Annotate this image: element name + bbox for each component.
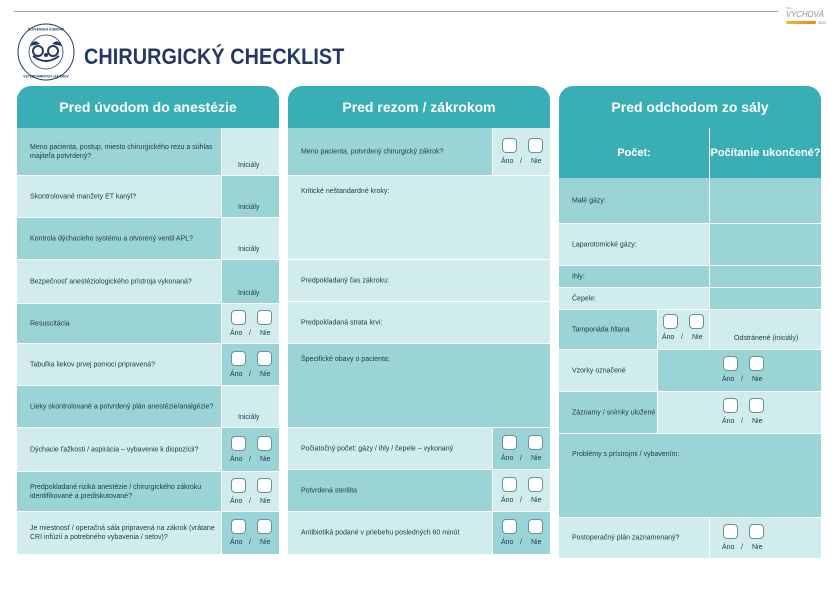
partner-logo [786, 6, 826, 32]
svg-text:SLOVENSKÁ KOMORA: SLOVENSKÁ KOMORA [27, 27, 65, 32]
cell-divider [709, 266, 710, 288]
count-header-right: Počítanie ukončené? [710, 147, 821, 159]
no-label: Nie [531, 539, 542, 546]
yes-label: Áno [230, 330, 243, 337]
page-title: CHIRURGICKÝ CHECKLIST [84, 44, 345, 69]
count-cell[interactable] [710, 288, 821, 310]
cell-divider [221, 128, 222, 176]
row-label: Kontrola dýchacieho systému a otvorený ventil APL? [30, 235, 194, 243]
no-checkbox[interactable] [257, 478, 272, 493]
row-label: Dýchacie ťažkosti / aspirácia – vybavenie k dispozícii? [30, 446, 199, 454]
row-label: Predpokladaná strata krvi: [301, 319, 383, 327]
yes-checkbox[interactable] [723, 524, 738, 539]
cell-divider [221, 512, 222, 554]
row-label: Resuscitácia [30, 320, 70, 328]
answer-cell[interactable] [222, 218, 279, 260]
slash-label: / [681, 334, 683, 341]
no-checkbox[interactable] [528, 435, 543, 450]
note-row[interactable] [288, 176, 550, 260]
cell-divider [657, 310, 658, 350]
checklist-row [288, 128, 550, 176]
no-checkbox[interactable] [689, 314, 704, 329]
checklist-row [17, 344, 279, 386]
slash-label: / [520, 497, 522, 504]
yes-label: Áno [501, 158, 514, 165]
no-label: Nie [752, 418, 763, 425]
column-pre-anesthesia [17, 86, 279, 562]
checklist-row [17, 128, 279, 176]
checklist-row [17, 512, 279, 554]
count-header [559, 128, 821, 178]
cell-divider [221, 304, 222, 344]
cell-divider [221, 472, 222, 512]
cell-divider [221, 218, 222, 260]
yes-checkbox[interactable] [231, 478, 246, 493]
row-label: Skontrolované manžety ET kanýl? [30, 193, 137, 201]
row-label: Bezpečnosť anestéziologického prístroja vykonaná? [30, 278, 192, 286]
checklist-row [559, 350, 821, 392]
no-checkbox[interactable] [257, 310, 272, 325]
slash-label: / [520, 455, 522, 462]
initials-label: Iniciály [238, 290, 260, 297]
note-row[interactable] [288, 302, 550, 344]
checklist-row [17, 218, 279, 260]
checklist-row [559, 310, 821, 350]
yes-checkbox[interactable] [502, 519, 517, 534]
checklist-row [559, 178, 821, 224]
row-label: Meno pacienta, potvrdený chirurgický zákrok? [301, 148, 444, 156]
note-row[interactable] [288, 344, 550, 428]
slash-label: / [249, 330, 251, 337]
no-label: Nie [260, 371, 271, 378]
cell-divider [657, 392, 658, 434]
yes-label: Áno [662, 334, 675, 341]
cell-divider [221, 386, 222, 428]
yes-checkbox[interactable] [502, 477, 517, 492]
no-label: Nie [260, 498, 271, 505]
initials-label: Iniciály [238, 246, 260, 253]
row-label: Malé gázy: [572, 197, 606, 205]
yes-label: Áno [722, 418, 735, 425]
checklist-row [559, 288, 821, 310]
checklist-row [288, 470, 550, 512]
partner-main-text: VÝCHOVÁ [786, 10, 824, 19]
note-row[interactable] [288, 260, 550, 302]
count-cell[interactable] [710, 224, 821, 266]
yes-checkbox[interactable] [231, 436, 246, 451]
no-checkbox[interactable] [257, 519, 272, 534]
no-label: Nie [531, 455, 542, 462]
cell-divider [657, 350, 658, 392]
cell-divider [709, 178, 710, 224]
yes-checkbox[interactable] [502, 138, 517, 153]
note-row[interactable] [559, 434, 821, 518]
association-logo [16, 22, 76, 82]
yes-label: Áno [230, 371, 243, 378]
partner-small-text: Mars [786, 6, 793, 10]
answer-cell[interactable] [222, 128, 279, 176]
checklist-row [17, 304, 279, 344]
cell-divider [709, 224, 710, 266]
column-title: Pred rezom / zákrokom [288, 86, 550, 128]
yes-checkbox[interactable] [502, 435, 517, 450]
yes-checkbox[interactable] [663, 314, 678, 329]
answer-cell[interactable] [222, 260, 279, 304]
no-label: Nie [692, 334, 703, 341]
checklist-row [288, 512, 550, 554]
row-label: Je miestnosť / operačná sála pripravená na zákrok (vrátane CRI infúzií a potrebného vybavenia / setov)? [30, 525, 215, 541]
yes-label: Áno [501, 539, 514, 546]
answer-cell[interactable] [222, 386, 279, 428]
no-checkbox[interactable] [749, 398, 764, 413]
row-label: Laparotomické gázy: [572, 241, 637, 249]
no-checkbox[interactable] [528, 138, 543, 153]
cell-divider [492, 128, 493, 176]
yes-label: Áno [722, 544, 735, 551]
yes-label: Áno [722, 376, 735, 383]
row-label: Záznamy / snímky uložené [572, 409, 656, 417]
yes-label: Áno [230, 456, 243, 463]
slash-label: / [741, 418, 743, 425]
checklist-row [288, 428, 550, 470]
yes-checkbox[interactable] [723, 356, 738, 371]
row-label: Kritické neštandardné kroky: [301, 188, 390, 195]
checklist-row [17, 176, 279, 218]
row-label: Tamponáda hltana [572, 326, 630, 334]
yes-label: Áno [230, 498, 243, 505]
yes-label: Áno [501, 455, 514, 462]
answer-cell [658, 350, 821, 392]
slash-label: / [249, 539, 251, 546]
slash-label: / [741, 544, 743, 551]
initials-label: Iniciály [238, 414, 260, 421]
slash-label: / [520, 158, 522, 165]
checklist-row [17, 428, 279, 472]
partner-bar [786, 21, 816, 24]
no-label: Nie [260, 539, 271, 546]
initials-label: Iniciály [238, 204, 260, 211]
cell-divider [221, 344, 222, 386]
no-checkbox[interactable] [528, 519, 543, 534]
slash-label: / [520, 539, 522, 546]
count-cell[interactable] [710, 178, 821, 224]
yes-label: Áno [230, 539, 243, 546]
yes-checkbox[interactable] [231, 310, 246, 325]
column-before-leaving [559, 86, 821, 562]
answer-cell[interactable] [222, 176, 279, 218]
row-label: Počiatočný počet: gázy / ihly / čepele – vykonaný [301, 445, 454, 453]
row-label: Čepele: [572, 295, 597, 303]
cell-divider [709, 288, 710, 310]
no-checkbox[interactable] [257, 351, 272, 366]
count-cell[interactable] [710, 266, 821, 288]
row-label: Antibiotiká podané v priebehu posledných 60 minút [301, 529, 460, 537]
cell-divider [221, 260, 222, 304]
cell-divider [492, 428, 493, 470]
row-label: Potvrdená sterilita [301, 487, 358, 495]
no-label: Nie [752, 544, 763, 551]
cell-divider [709, 518, 710, 558]
yes-checkbox[interactable] [231, 351, 246, 366]
column-title: Pred odchodom zo sály [559, 86, 821, 128]
checklist-row [17, 386, 279, 428]
row-label: Špecifické obavy o pacienta: [301, 356, 390, 363]
cell-divider [492, 512, 493, 554]
no-checkbox[interactable] [749, 356, 764, 371]
no-checkbox[interactable] [749, 524, 764, 539]
cell-divider [221, 428, 222, 472]
top-rule [14, 11, 778, 12]
answer-cell [658, 392, 821, 434]
checklist-row [559, 224, 821, 266]
checklist-row [17, 472, 279, 512]
no-label: Nie [260, 330, 271, 337]
row-label: Predpokladané riziká anestézie / chirurgického zákroku identifikované a prediskutované? [30, 484, 202, 500]
no-label: Nie [531, 497, 542, 504]
column-pre-incision [288, 86, 550, 562]
checklist-row [559, 392, 821, 434]
cell-divider [709, 310, 710, 350]
partner-year: 2023 [818, 21, 826, 25]
no-checkbox[interactable] [528, 477, 543, 492]
initials-label: Iniciály [238, 162, 260, 169]
cell-divider [221, 176, 222, 218]
no-label: Nie [531, 158, 542, 165]
slash-label: / [249, 456, 251, 463]
slash-label: / [249, 498, 251, 505]
row-label: Problémy s prístrojmi / vybavením: [572, 451, 680, 458]
removed-initials-label: Odstránené (iniciály) [734, 335, 799, 342]
row-label: Postoperačný plán zaznamenaný? [572, 534, 680, 542]
row-label: Predpokladaný čas zákroku: [301, 277, 389, 285]
no-label: Nie [752, 376, 763, 383]
slash-label: / [249, 371, 251, 378]
yes-label: Áno [501, 497, 514, 504]
yes-checkbox[interactable] [723, 398, 738, 413]
removed-initials-cell[interactable] [710, 310, 821, 350]
checklist-row [17, 260, 279, 304]
cell-divider [492, 470, 493, 512]
slash-label: / [741, 376, 743, 383]
no-checkbox[interactable] [257, 436, 272, 451]
checklist-row [559, 518, 821, 558]
no-label: Nie [260, 456, 271, 463]
row-label: Ihly: [572, 273, 585, 281]
checklist-row [559, 266, 821, 288]
svg-text:VETERINÁRNYCH LEKÁROV: VETERINÁRNYCH LEKÁROV [23, 74, 69, 79]
row-label: Meno pacienta, postup, miesto chirurgického rezu a súhlas majiteľa potvrdený? [30, 144, 213, 160]
column-title: Pred úvodom do anestézie [17, 86, 279, 128]
count-header-left: Počet: [617, 147, 651, 159]
row-label: Vzorky označené [572, 367, 626, 375]
row-label: Tabuľka liekov prvej pomoci pripravená? [30, 361, 155, 369]
yes-checkbox[interactable] [231, 519, 246, 534]
row-label: Lieky skontrolované a potvrdený plán anestézie/analgézie? [30, 403, 214, 411]
